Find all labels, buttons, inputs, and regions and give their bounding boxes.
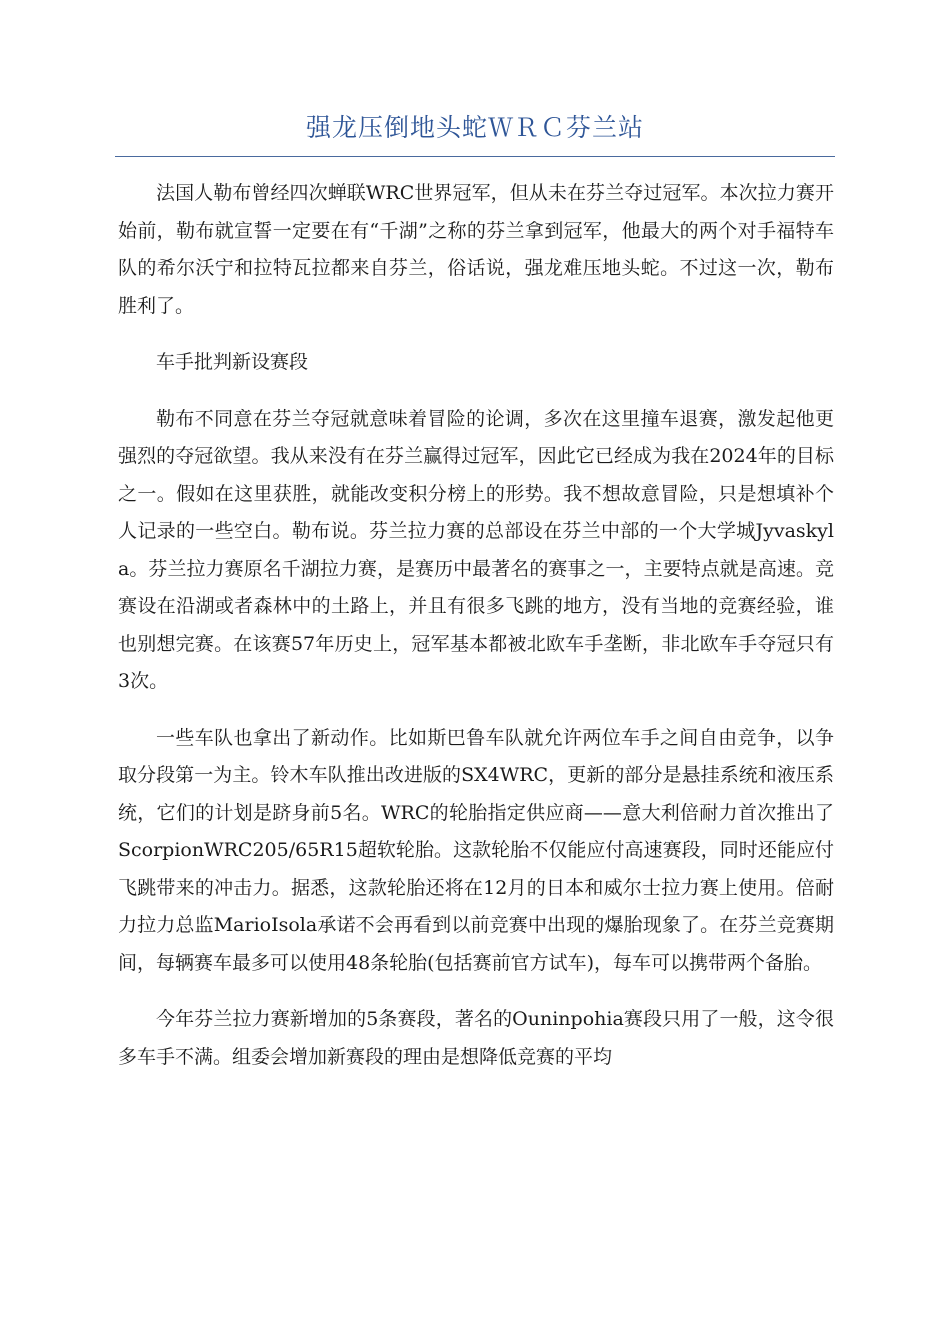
document-title: 强龙压倒地头蛇ＷＲＣ芬兰站 [305, 113, 644, 142]
paragraph-loeb: 勒布不同意在芬兰夺冠就意味着冒险的论调，多次在这里撞车退赛，激发起他更强烈的夺冠欲望。我从来没有在芬兰赢得过冠军，因此它已经成为我在2024年的目标之一。假如在这里获胜，就能改变积分榜上的形势。我不想故意冒险，只是想填补个人记录的一些空白。勒布说。芬兰拉力赛的总部设在芬兰中部的一个大学城Jyvaskyla。芬兰拉力赛原名千湖拉力赛，是赛历中最著名的赛事之一，主要特点就是高速。竞赛设在沿湖或者森林中的土路上，并且有很多飞跳的地方，没有当地的竞赛经验，谁也别想完赛。在该赛57年历史上，冠军基本都被北欧车手垄断，非北欧车手夺冠只有3次。 [118, 407, 834, 692]
section-heading: 车手批判新设赛段 [156, 351, 309, 373]
paragraph-stages: 今年芬兰拉力赛新增加的5条赛段，著名的Ouninpohia赛段只用了一般，这令很多车手不满。组委会增加新赛段的理由是想降低竞赛的平均 [118, 1008, 834, 1068]
paragraph-teams: 一些车队也拿出了新动作。比如斯巴鲁车队就允许两位车手之间自由竞争，以争取分段第一为主。铃木车队推出改进版的SX4WRC，更新的部分是悬挂系统和液压系统，它们的计划是跻身前5名。WRC的轮胎指定供应商——意大利倍耐力首次推出了ScorpionWRC205/65R15超软轮胎。这款轮胎不仅能应付高速赛段，同时还能应付飞跳带来的冲击力。据悉，这款轮胎还将在12月的日本和威尔士拉力赛上使用。倍耐力拉力总监MarioIsola承诺不会再看到以前竞赛中出现的爆胎现象了。在芬兰竞赛期间，每辆赛车最多可以使用48条轮胎(包括赛前官方试车)，每车可以携带两个备胎。 [118, 726, 834, 974]
document-body [118, 175, 834, 1095]
title-block [115, 108, 835, 157]
paragraph-intro: 法国人勒布曾经四次蝉联WRC世界冠军，但从未在芬兰夺过冠军。本次拉力赛开始前，勒布就宣誓一定要在有“千湖”之称的芬兰拿到冠军，他最大的两个对手福特车队的希尔沃宁和拉特瓦拉都来自芬兰，俗话说，强龙难压地头蛇。不过这一次，勒布胜利了。 [118, 182, 834, 317]
